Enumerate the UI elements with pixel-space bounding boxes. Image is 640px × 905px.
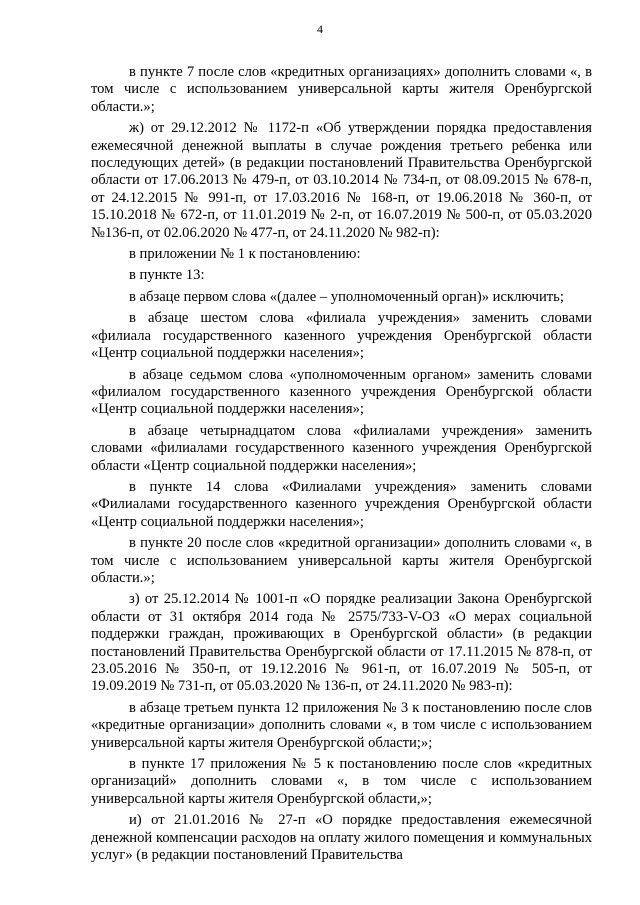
paragraph: в абзаце первом слова «(далее – уполномоченный орган)» исключить; (129, 288, 564, 305)
page-number: 4 (317, 22, 323, 36)
paragraph: в пункте 17 приложения № 5 к постановлению после слов «кредитных организаций» дополнить словами «, в том числе с использованием универсальной карты жителя Оренбургской области,»; (91, 756, 592, 807)
paragraph: в пункте 20 после слов «кредитной организации» дополнить словами «, в том числе с использованием универсальной карты жителя Оренбургской области.»; (91, 535, 592, 586)
paragraph: в пункте 7 после слов «кредитных организациях» дополнить словами «, в том числе с использованием универсальной карты жителя Оренбургской области.»; (91, 64, 592, 115)
document-body (91, 64, 592, 864)
paragraph: в пункте 14 слова «Филиалами учреждения» заменить словами «Филиалами государственного казенного учреждения Оренбургской области «Центр социальной поддержки населения»; (91, 478, 592, 530)
paragraph: в приложении № 1 к постановлению: (129, 246, 361, 263)
paragraph: в абзаце шестом слова «филиала учреждения» заменить словами «филиала государственного казенного учреждения Оренбургской области «Центр социальной поддержки населения»; (91, 310, 592, 362)
paragraph: в пункте 13: (129, 267, 205, 284)
paragraph: в абзаце седьмом слова «уполномоченным органом» заменить словами «филиалом государственного казенного учреждения Оренбургской области «Центр социальной поддержки населения»; (91, 366, 592, 418)
paragraph: ж) от 29.12.2012 № 1172-п «Об утверждении порядка предоставления ежемесячной денежной выплаты в случае рождения третьего ребенка или последующих детей» (в редакции постановлений Правительства Оренбургской области от 17.06.2013 № 479-п, от 03.10.2014 № 734-п, от 08.09.2015 № 678-п, от 24.12.2015 № 991-п, от 17.03.2016 № 168-п, от 19.06.2018 № 360-п, от 15.10.2018 № 672-п, от 11.01.2019 № 2-п, от 16.07.2019 № 500-п, от 05.03.2020 №136-п, от 02.06.2020 № 477-п, от 24.11.2020 № 982-п): (91, 120, 592, 241)
paragraph: и) от 21.01.2016 № 27-п «О порядке предоставления ежемесячной денежной компенсации расходов на оплату жилого помещения и коммунальных услуг» (в редакции постановлений Правительства (91, 812, 592, 864)
paragraph: в абзаце третьем пункта 12 приложения № 3 к постановлению после слов «кредитные организации» дополнить словами «, в том числе с использованием универсальной карты жителя Оренбургской области;»; (91, 699, 592, 751)
paragraph: в абзаце четырнадцатом слова «филиалами учреждения» заменить словами «филиалами государственного казенного учреждения Оренбургской области «Центр социальной поддержки населения»; (91, 422, 592, 474)
paragraph: з) от 25.12.2014 № 1001-п «О порядке реализации Закона Оренбургской области от 31 октября 2014 года № 2575/733-V-ОЗ «О мерах социальной поддержки граждан, проживающих в Оренбургской области» (в редакции постановлений Правительства Оренбургской области от 17.11.2015 № 878-п, от 23.05.2016 № 350-п, от 19.12.2016 № 961-п, от 16.07.2019 № 505-п, от 19.09.2019 № 731-п, от 05.03.2020 № 136-п, от 24.11.2020 № 983-п): (91, 591, 592, 695)
